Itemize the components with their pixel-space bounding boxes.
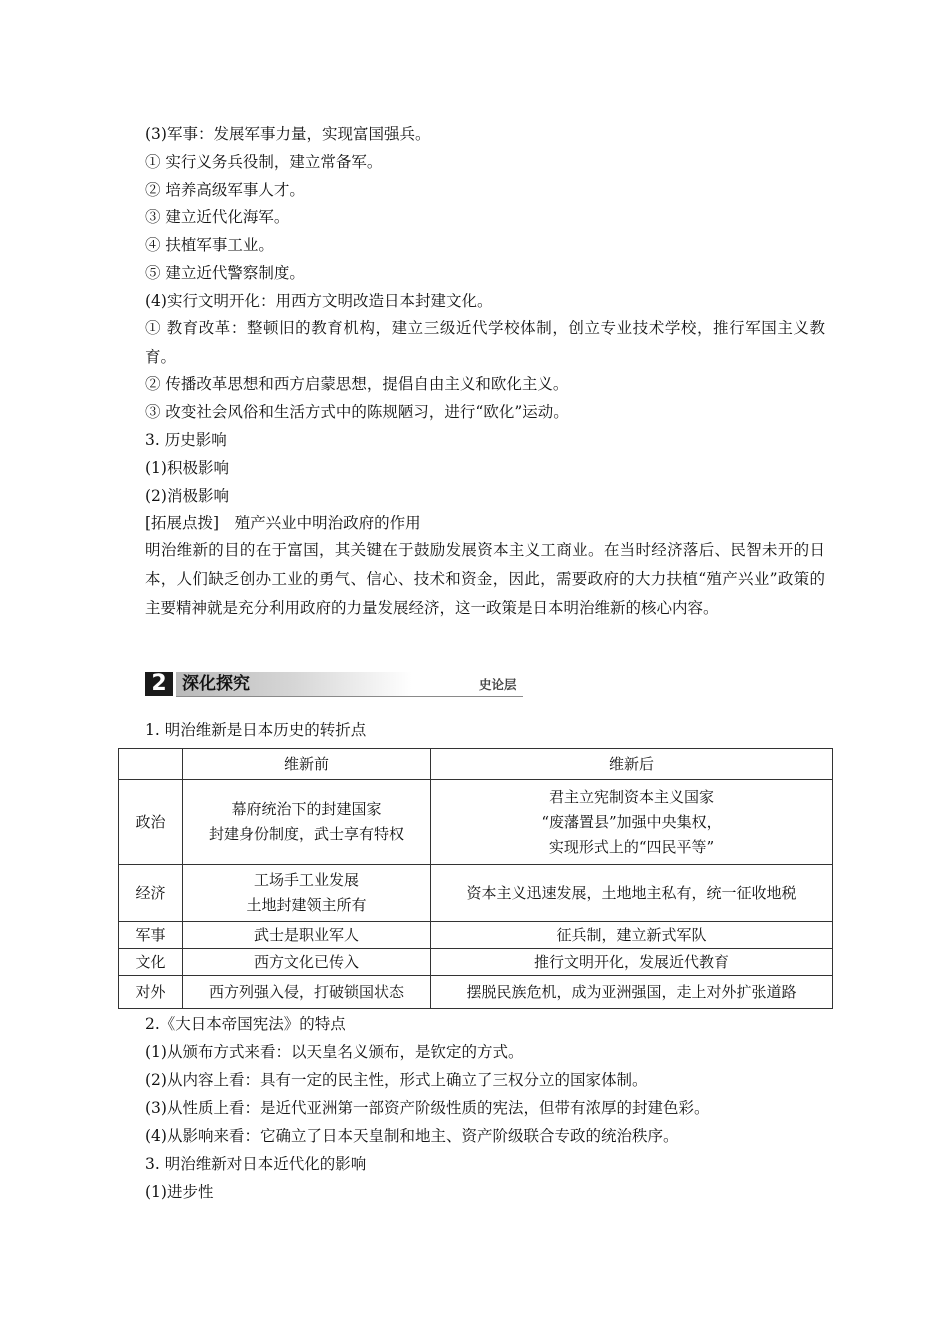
row-category: 经济 (119, 865, 183, 922)
cell-line: 西方文化已传入 (253, 952, 359, 971)
cell-line: “废藩置县”加强中央集权， (541, 812, 722, 831)
row-category: 军事 (119, 922, 183, 949)
comparison-table (118, 748, 833, 1009)
row-category: 对外 (119, 976, 183, 1009)
list-item: (1)进步性 (145, 1183, 214, 1201)
before-cell (183, 780, 431, 865)
turning-point-heading: 1. 明治维新是日本历史的转折点 (145, 721, 367, 739)
list-item: (2)消极影响 (145, 487, 229, 505)
section-header (145, 671, 523, 699)
cell-line: 工场手工业发展 (253, 871, 359, 889)
cell-line: 土地封建领主所有 (246, 896, 367, 914)
table-row (119, 865, 833, 922)
section-number-badge: 2 (145, 672, 173, 696)
after-cell (431, 780, 833, 865)
influence-heading: 3. 明治维新对日本近代化的影响 (145, 1155, 367, 1173)
section-underline (176, 696, 523, 697)
table-row (119, 976, 833, 1009)
table-header-cell: 维新前 (183, 749, 431, 780)
cell-line: 征兵制，建立新式军队 (556, 925, 707, 944)
list-item: (2)从内容上看：具有一定的民主性，形式上确立了三权分立的国家体制。 (145, 1071, 648, 1089)
list-item: ④ 扶植军事工业。 (145, 236, 274, 254)
table-header-row (119, 749, 833, 780)
row-category: 文化 (119, 949, 183, 976)
history-impact-heading: 3. 历史影响 (145, 431, 227, 449)
after-cell (431, 865, 833, 922)
cell-line: 君主立宪制资本主义国家 (548, 787, 714, 806)
cell-line: 幕府统治下的封建国家 (231, 800, 382, 818)
after-cell (431, 949, 833, 976)
section-title: 深化探究 (182, 674, 250, 694)
list-item: ⑤ 建立近代警察制度。 (145, 264, 305, 282)
list-item: (1)积极影响 (145, 459, 229, 477)
before-cell (183, 922, 431, 949)
table-header-cell (119, 749, 183, 780)
after-cell (431, 976, 833, 1009)
list-item: ③ 建立近代化海军。 (145, 208, 290, 226)
section-subtitle: 史论层 (479, 677, 517, 692)
education-reform-paragraph: ① 教育改革：整顿旧的教育机构，建立三级近代学校体制，创立专业技术学校，推行军国主义教育。 (145, 319, 825, 366)
table-row (119, 780, 833, 865)
list-item: ① 实行义务兵役制，建立常备军。 (145, 153, 383, 171)
after-cell (431, 922, 833, 949)
cell-line: 实现形式上的“四民平等” (548, 837, 715, 856)
table-row (119, 949, 833, 976)
cell-line: 推行文明开化，发展近代教育 (533, 952, 729, 971)
list-item: (3)从性质上看：是近代亚洲第一部资产阶级性质的宪法，但带有浓厚的封建色彩。 (145, 1099, 710, 1117)
list-item: ② 传播改革思想和西方启蒙思想，提倡自由主义和欧化主义。 (145, 375, 569, 393)
list-item: (4)从影响来看：它确立了日本天皇制和地主、资产阶级联合专政的统治秩序。 (145, 1127, 679, 1145)
list-item: ③ 改变社会风俗和生活方式中的陈规陋习，进行“欧化”运动。 (145, 403, 569, 421)
before-cell (183, 949, 431, 976)
table-row (119, 922, 833, 949)
military-heading: (3)军事：发展军事力量，实现富国强兵。 (145, 125, 431, 143)
row-category: 政治 (119, 780, 183, 865)
civilization-heading: (4)实行文明开化：用西方文明改造日本封建文化。 (145, 292, 493, 310)
expansion-tip-heading: [拓展点拨] 殖产兴业中明治政府的作用 (145, 514, 421, 532)
constitution-heading: 2.《大日本帝国宪法》的特点 (145, 1015, 346, 1033)
cell-line: 西方列强入侵，打破锁国状态 (208, 982, 404, 1001)
list-item: ② 培养高级军事人才。 (145, 181, 305, 199)
cell-line: 摆脱民族危机，成为亚洲强国，走上对外扩张道路 (466, 982, 797, 1001)
cell-line: 封建身份制度，武士享有特权 (208, 825, 404, 843)
cell-line: 武士是职业军人 (253, 925, 359, 944)
before-cell (183, 865, 431, 922)
table-header-cell: 维新后 (431, 749, 833, 780)
before-cell (183, 976, 431, 1009)
cell-line: 资本主义迅速发展，土地地主私有，统一征收地税 (466, 883, 797, 902)
list-item: (1)从颁布方式来看：以天皇名义颁布，是钦定的方式。 (145, 1043, 524, 1061)
expansion-paragraph: 明治维新的目的在于富国，其关键在于鼓励发展资本主义工商业。在当时经济落后、民智未开的日本，人们缺乏创办工业的勇气、信心、技术和资金，因此，需要政府的大力扶植“殖产兴业”政策的主要精神就是充分利用政府的力量发展经济，这一政策是日本明治维新的核心内容。 (145, 541, 825, 617)
